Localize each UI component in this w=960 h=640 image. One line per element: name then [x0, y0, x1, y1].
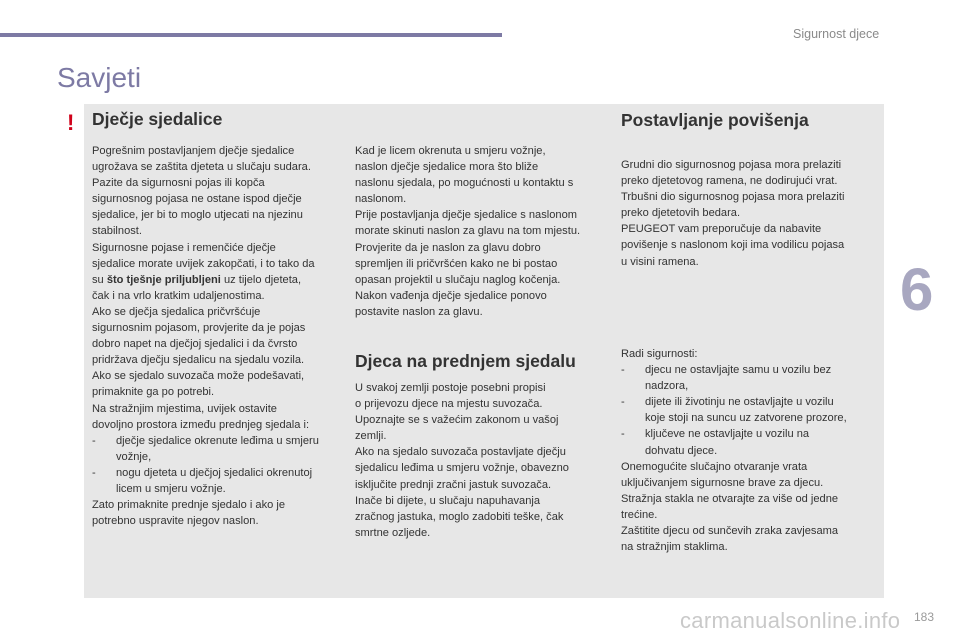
- bullet-dash: -: [621, 364, 625, 377]
- list-item-text: dijete ili životinju ne ostavljajte u vozilu: [645, 396, 834, 409]
- text-line: Sigurnosne pojase i remenčiće dječje: [92, 241, 276, 254]
- text-line: morate skinuti naslon za glavu na tom mjestu.: [355, 225, 581, 238]
- bullet-dash: -: [621, 396, 625, 409]
- text-line: Onemogućite slučajno otvaranje vrata: [621, 460, 808, 473]
- list-item-text: djecu ne ostavljajte samu u vozilu bez: [645, 364, 832, 377]
- bullet-dash: -: [621, 428, 625, 441]
- text-line: ugrožava se zaštita djeteta u slučaju sudara.: [92, 161, 311, 174]
- text-line: stabilnost.: [92, 225, 142, 238]
- list-item: [92, 433, 354, 465]
- text-line: Pogrešnim postavljanjem dječje sjedalice: [92, 145, 295, 157]
- text-line: postavite naslon za glavu.: [355, 305, 483, 318]
- text-line: Na stražnjim mjestima, uvijek ostavite: [92, 402, 277, 415]
- text-line: o prijevozu djece na mjestu suvozača.: [355, 398, 543, 411]
- text-fragment: su: [92, 273, 107, 286]
- chapter-number: 6: [900, 256, 934, 323]
- list-item-text: licem u smjeru vožnje.: [116, 482, 226, 495]
- column-3-text: [621, 157, 881, 270]
- text-line: Ako na sjedalo suvozača postavljate dječju: [355, 446, 566, 459]
- text-line: Ako se sjedalo suvozača može podešavati,: [92, 370, 305, 383]
- text-line: sjedalicu leđima u smjeru vožnje, obavezno: [355, 462, 569, 475]
- text-line: na stražnjim staklima.: [621, 541, 728, 554]
- text-line: pridržava dječju sjedalicu na sjedalu vozila.: [92, 354, 305, 367]
- column-2-text: [355, 143, 617, 320]
- text-line: naslonom.: [355, 193, 407, 206]
- text-line: Zaštitite djecu od sunčevih zraka zavjesama: [621, 525, 839, 538]
- list-item: [621, 362, 881, 394]
- text-line: preko djetetovog ramena, ne dodirujući vrat.: [621, 175, 838, 188]
- bold-fragment: što tješnje priljubljeni: [106, 273, 221, 286]
- text-line: sjedalice morate uvijek zakopčati, i to tako da: [92, 257, 315, 270]
- text-line: PEUGEOT vam preporučuje da nabavite: [621, 223, 822, 236]
- heading-child-seats: Dječje sjedalice: [92, 109, 223, 129]
- text-line: Upoznajte se s važećim zakonom u vašoj: [355, 414, 559, 427]
- watermark: carmanualsonline.info: [680, 608, 901, 633]
- text-line: u visini ramena.: [621, 255, 699, 268]
- text-line: Radi sigurnosti:: [621, 348, 698, 360]
- list-item-text: vožnje,: [116, 450, 152, 463]
- page-title: Savjeti: [57, 62, 142, 93]
- text-line: trećine.: [621, 508, 658, 521]
- text-line: Inače bi dijete, u slučaju napuhavanja: [355, 494, 541, 507]
- text-line: zemlji.: [355, 430, 387, 443]
- text-fragment: uz tijelo djeteta,: [220, 273, 302, 286]
- list-item: [621, 394, 881, 426]
- list-item: [621, 426, 881, 458]
- text-line: povišenje s naslonom koji ima vodilicu pojasa: [621, 239, 845, 252]
- column-3-text-b: [621, 346, 881, 555]
- text-line: U svakoj zemlji postoje posebni propisi: [355, 382, 546, 394]
- column-2-text-b: [355, 380, 617, 541]
- text-line: naslonu sjedala, po mogućnosti u kontaktu s: [355, 177, 574, 190]
- bullet-dash: -: [92, 466, 96, 479]
- page-number: 183: [914, 610, 935, 624]
- list-item-text: dječje sjedalice okrenute leđima u smjeru: [116, 434, 319, 447]
- section-title: Sigurnost djece: [793, 27, 880, 41]
- list-item-text: koje stoji na suncu uz zatvorene prozore,: [645, 412, 847, 425]
- list-item-text: ključeve ne ostavljajte u vozilu na: [645, 428, 810, 441]
- text-line: Grudni dio sigurnosnog pojasa mora prelaziti: [621, 159, 842, 171]
- text-line: Zato primaknite prednje sjedalo i ako je: [92, 499, 286, 512]
- text-line: Nakon vađenja dječje sjedalice ponovo: [355, 289, 547, 302]
- text-line: uključivanjem sigurnosne brave za djecu.: [621, 476, 824, 489]
- text-line: opasan projektil u slučaju naglog kočenja.: [355, 273, 561, 286]
- text-line: sigurnosnog pojasa ne ostane ispod dječje: [92, 193, 302, 206]
- text-line: Provjerite da je naslon za glavu dobro: [355, 241, 541, 254]
- text-line: čak i na vrlo kratkim udaljenostima.: [92, 289, 265, 302]
- text-line: dobro napet na dječjoj sjedalici i da čvrsto: [92, 338, 298, 351]
- heading-booster: Postavljanje povišenja: [621, 110, 809, 130]
- text-line: smrtne ozljede.: [355, 526, 431, 539]
- text-line: Kad je licem okrenuta u smjeru vožnje,: [355, 145, 546, 157]
- column-1-text: [92, 143, 354, 529]
- bullet-dash: -: [92, 434, 96, 447]
- text-line: Ako se dječja sjedalica pričvršćuje: [92, 305, 261, 318]
- text-line: sigurnosnim pojasom, provjerite da je pojas: [92, 322, 306, 335]
- text-line: preko djetetovih bedara.: [621, 207, 741, 220]
- text-line: naslon dječje sjedalice mora što bliže: [355, 161, 539, 174]
- list-item-text: nogu djeteta u dječjoj sjedalici okrenutoj: [116, 466, 313, 479]
- header-accent-bar: [0, 33, 502, 37]
- list-item-text: nadzora,: [645, 380, 689, 393]
- heading-front-seat: Djeca na prednjem sjedalu: [355, 351, 576, 371]
- text-line: Stražnja stakla ne otvarajte za više od jedne: [621, 492, 839, 505]
- text-line-emphasis: [92, 272, 354, 288]
- text-line: isključite prednji zračni jastuk suvozača.: [355, 478, 552, 491]
- text-line: Prije postavljanja dječje sjedalice s naslonom: [355, 209, 577, 222]
- text-line: Trbušni dio sigurnosnog pojasa mora prelaziti: [621, 191, 845, 204]
- list-item: [92, 465, 354, 497]
- text-line: zračnog jastuka, moglo zadobiti teške, čak: [355, 510, 564, 523]
- warning-icon: !: [67, 110, 75, 135]
- text-line: Pazite da sigurnosni pojas ili kopča: [92, 177, 265, 190]
- list-item-text: dohvatu djece.: [645, 444, 718, 457]
- text-line: potrebno uspravite njegov naslon.: [92, 515, 259, 528]
- text-line: sjedalice, jer bi to moglo utjecati na njezinu: [92, 209, 303, 222]
- text-line: dovoljno prostora između prednjeg sjedala i:: [92, 418, 310, 431]
- text-line: spremljen ili pričvršćen kako ne bi postao: [355, 257, 558, 270]
- text-line: primaknite ga po potrebi.: [92, 386, 215, 399]
